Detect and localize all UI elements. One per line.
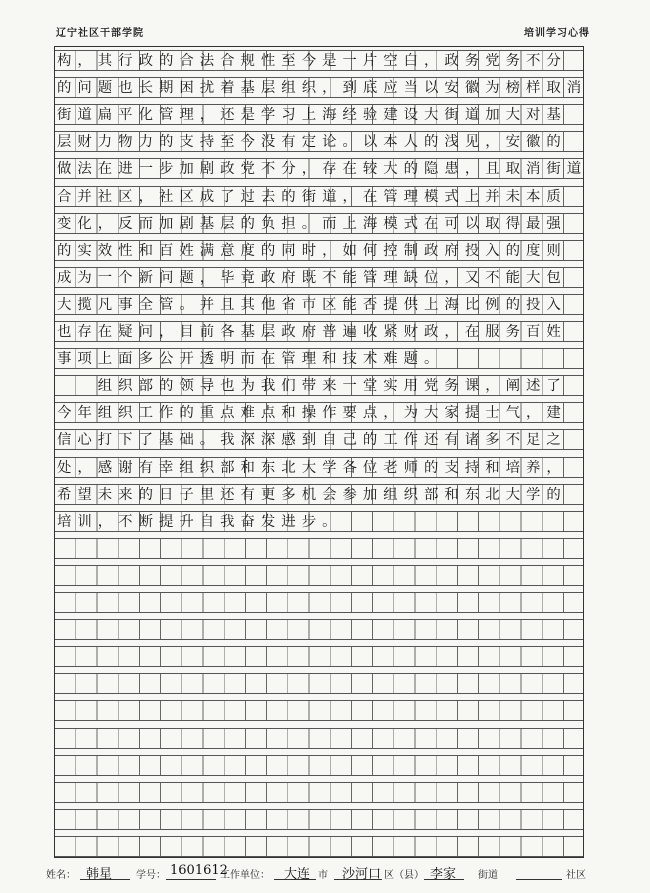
handwritten-line: 的实效性和百姓满意度的同时，如何控制政府投入的度则 [57,242,567,259]
district-suffix: 区（县） [384,870,424,881]
grid-row [55,186,583,207]
student-id-label: 学号： [136,870,166,881]
handwritten-line: 变化，反而加剧基层的负担。而上海模式在可以取得最强 [57,215,567,232]
grid-row [55,755,583,776]
handwritten-line: 事项上面多公开透明而在管理和技术难题。 [57,351,445,368]
street-underline [424,879,464,880]
name-underline [80,879,130,880]
grid-row [55,484,583,505]
grid-row [55,782,583,803]
handwritten-line: 组织部的领导也为我们带来一堂实用党务课，阐述了 [57,378,567,395]
handwritten-line: 街道扁平化管理，还是学习上海经验建设大街道加大对基 [57,107,567,124]
grid-row [55,511,583,532]
document-type-header: 培训学习心得 [524,28,590,39]
grid-row [55,294,583,315]
handwritten-line: 的问题也长期困扰着基层组织，到底应当以安徽为榜样取消 [57,80,588,97]
grid-row [55,429,583,450]
community-suffix: 社区 [566,870,586,881]
grid-row [55,104,583,125]
handwritten-line: 今年组织工作的重点难点和操作要点，为大家提士气，建 [57,405,567,422]
grid-row [55,213,583,234]
handwritten-line: 信心打下了基础。我深深感到自己的工作还有诸多不足之 [57,432,567,449]
street-suffix: 街道 [478,870,498,881]
writing-grid [54,46,588,858]
handwritten-line: 也存在疑问，目前各基层政府普遍收紧财政，在服务百姓 [57,324,567,340]
district-underline [334,879,382,880]
grid-row [55,348,583,369]
grid-row [55,565,583,586]
student-id-underline [166,879,216,880]
grid-row [55,619,583,640]
institution-header: 辽宁社区干部学院 [56,28,144,39]
grid-row [55,77,588,98]
grid-row [55,646,583,667]
grid-row [55,402,583,423]
grid-row [55,457,583,478]
grid-row [55,50,583,71]
student-id-value: 1601612 [170,863,228,878]
grid-row [55,700,583,721]
grid-row [55,836,583,857]
community-underline [516,879,562,880]
handwritten-line: 成为一个新问题，毕竟政府既不能管理缺位，又不能大包 [57,269,567,286]
grid-row [55,240,583,261]
city-value: 大连 [284,867,311,882]
district-value: 沙河口 [342,867,382,882]
handwritten-line: 构，其行政的合法合规性至今是一片空白，政务党务不分 [57,53,567,69]
grid-row [55,728,583,749]
handwritten-line: 大揽凡事全管。并且其他省市区能否提供上海比例的投入 [57,296,567,313]
footer-info [46,863,616,884]
handwritten-line: 层财力物力的支持至今没有定论。以本人的浅见，安徽的 [57,134,567,151]
grid-row [55,375,583,396]
handwritten-line: 做法在进一步加剧政党不分，存在较大的隐患，且取消街道 [57,161,588,178]
name-label: 姓名： [46,870,76,881]
grid-row [55,131,583,152]
grid-row [55,321,583,342]
street-value: 李家 [430,867,457,882]
grid-row [55,158,588,179]
grid-row [55,809,583,830]
handwritten-line: 希望未来的日子里还有更多机会参加组织部和东北大学的 [57,486,567,503]
city-suffix: 市 [318,870,328,881]
handwritten-line: 合并社区，社区成了过去的街道，在管理模式上并未本质 [57,188,567,205]
name-value: 韩星 [86,867,113,882]
grid-row [55,592,583,613]
handwritten-line: 处，感谢有幸组织部和东北大学各位老师的支持和培养， [57,459,567,476]
grid-row [55,538,583,559]
city-underline [274,879,316,880]
work-unit-label: 工作单位： [220,870,270,881]
grid-row [55,267,583,288]
handwritten-line: 培训，不断提升自我奋发进步。 [57,513,343,530]
grid-row [55,673,583,694]
